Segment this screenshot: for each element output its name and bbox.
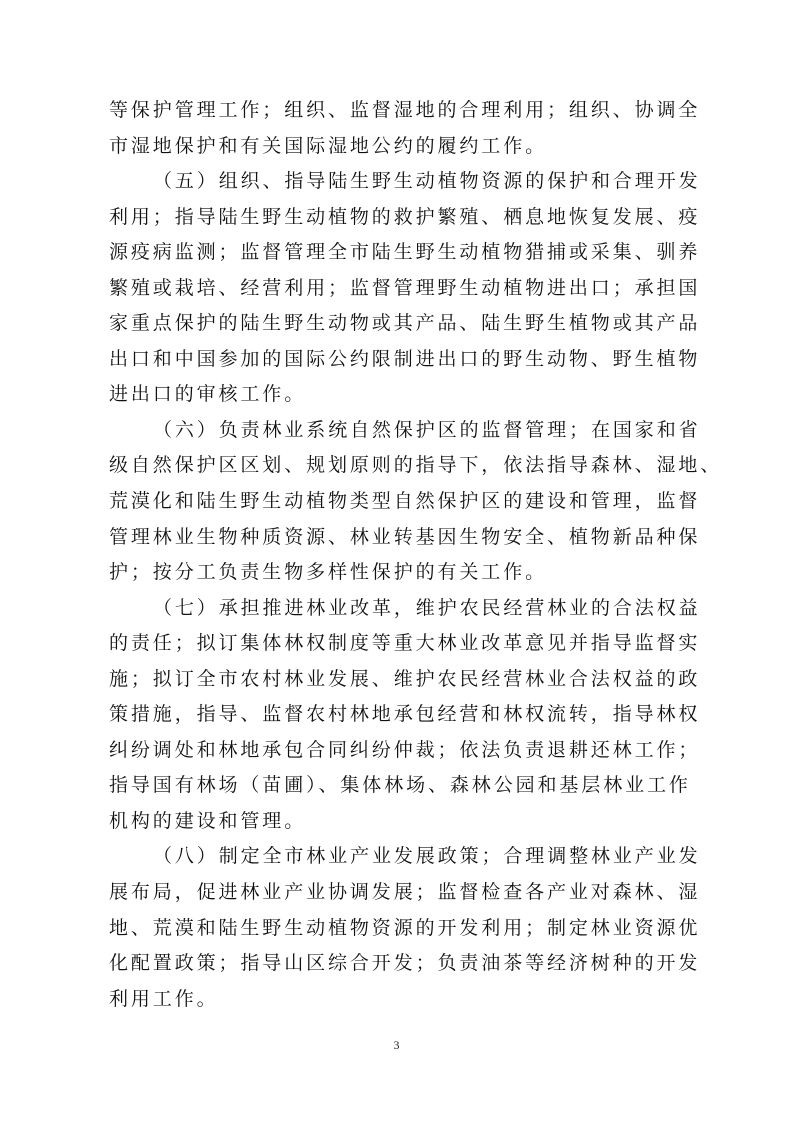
text-line: 施；拟订全市农村林业发展、维护农民经营林业合法权益的政 [109, 667, 701, 690]
text-line: 策措施，指导、监督农村林地承包经营和林权流转，指导林权 [109, 703, 701, 726]
text-line: 管理林业生物种质资源、林业转基因生物安全、植物新品种保 [109, 525, 701, 548]
text-line: 市湿地保护和有关国际湿地公约的履约工作。 [109, 134, 548, 157]
text-line: 等保护管理工作；组织、监督湿地的合理利用；组织、协调全 [109, 99, 701, 121]
text-line: （八）制定全市林业产业发展政策；合理调整林业产业发 [153, 845, 701, 868]
text-line: 家重点保护的陆生野生动物或其产品、陆生野生植物或其产品 [109, 312, 701, 335]
text-line: 繁殖或栽培、经营利用；监督管理野生动植物进出口；承担国 [109, 276, 701, 299]
paragraph-item-8 [109, 839, 701, 1017]
text-line: 荒漠化和陆生野生动植物类型自然保护区的建设和管理，监督 [109, 490, 701, 513]
text-line: 纠纷调处和林地承包合同纠纷仲裁；依法负责退耕还林工作； [109, 738, 701, 761]
text-line: （七）承担推进林业改革，维护农民经营林业的合法权益 [153, 596, 701, 619]
text-line: 机构的建设和管理。 [109, 809, 307, 832]
text-line: 护；按分工负责生物多样性保护的有关工作。 [109, 561, 548, 584]
text-line: 的责任；拟订集体林权制度等重大林业改革意见并指导监督实 [109, 632, 701, 655]
text-line: 化配置政策；指导山区综合开发；负责油茶等经济树种的开发 [109, 952, 701, 975]
text-line: 利用；指导陆生野生动植物的救护繁殖、栖息地恢复发展、疫 [109, 205, 701, 228]
text-line: 出口和中国参加的国际公约限制进出口的野生动物、野生植物 [109, 347, 701, 370]
paragraph-item-7 [109, 591, 701, 840]
text-line: 指导国有林场（苗圃）、集体林场、森林公园和基层林业工作 [109, 774, 691, 797]
paragraph-continuation [109, 93, 701, 164]
text-line: 级自然保护区区划、规划原则的指导下，依法指导森林、湿地、 [109, 454, 723, 477]
text-line: 进出口的审核工作。 [109, 383, 307, 406]
paragraph-item-6 [109, 413, 723, 591]
paragraph-item-5 [109, 164, 701, 413]
text-line: 展布局，促进林业产业协调发展；监督检查各产业对森林、湿 [109, 881, 701, 904]
text-line: 源疫病监测；监督管理全市陆生野生动植物猎捕或采集、驯养 [109, 241, 701, 264]
text-line: 地、荒漠和陆生野生动植物资源的开发利用；制定林业资源优 [109, 916, 701, 939]
body-text [109, 93, 723, 1017]
text-line: （五）组织、指导陆生野生动植物资源的保护和合理开发 [153, 170, 701, 193]
page-number: 3 [393, 1038, 400, 1052]
text-line: （六）负责林业系统自然保护区的监督管理；在国家和省 [153, 418, 701, 441]
text-line: 利用工作。 [109, 987, 219, 1010]
